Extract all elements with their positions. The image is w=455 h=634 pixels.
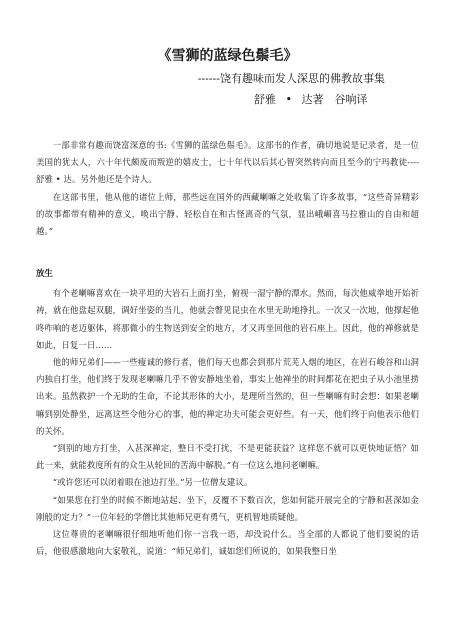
story-paragraph: 他的师兄弟们——一些瘦诚的修行者，他们每天也都会到那片荒芜人烟的地区，在岩石峻谷和山洞内独自打坐，他们终于发现老喇嘛几乎不曾安静地坐着，事实上他禅坐的时间都花在把虫子从小池里捞出来。虽然救护一个无助的生命，不论其形体的大小，是理所当然的，但一些喇嘛有时会想：如果老喇嘛到别处静坐，远离这些令他分心的事，他的禅定功夫可能会更好些。有一天，他们终于向他表示他们的关怀。 <box>36 357 419 436</box>
intro-paragraph: 一部非常有趣而饶富深意的书:《雪狮的蓝绿色鬃毛》。这部书的作者，确切地说是记录者，是一位美国的犹太人，六十年代颇废而叛逆的嬉皮士，七十年代以后其心智突然转向而且至今的宁玛教徒----舒雅 • 达。另外他还是个诗人。 <box>36 140 419 185</box>
book-title: 《雪狮的蓝绿色鬃毛》 <box>157 48 298 64</box>
story-body <box>36 285 419 560</box>
story-paragraph: “如果您在打坐的时候不断地站起、坐下，反覆不下数百次，您如何能开展完全的宁静和甚深如金刚般的定力？”一位年轻的学僧比其他师兄更有勇气，更机智地质疑他。 <box>36 494 419 522</box>
section-heading: 放生 <box>36 268 53 279</box>
author-translator-line: 舒雅 • 达著 谷响译 <box>254 93 368 106</box>
introduction <box>36 137 419 240</box>
intro-paragraph: 在这部书里，他从他的诸位上师，那些远在国外的西藏喇嘛之处收集了许多故事，“这些奇异精彩的故事都带有精神的意义，唤出宁静、轻松自在和古怪离奇的气氛，显出峨嵋喜马拉雅山的自由和超越。” <box>36 191 419 237</box>
book-subtitle: ------饶有趣味而发人深思的佛教故事集 <box>197 72 385 85</box>
story-paragraph: 有个老喇嘛喜欢在一块平坦的大岩石上面打坐，俯视一湿宁静的潭水。然而，每次他威拳地开始祈祷，就在他盘起双腿，调好坐姿的当儿，他就会瞥见昆虫在水里无助地挣扎。一次又一次地，他撑起他咚咋响的老迈躯体，将那微小的生物送到安全的地方，才又再坐回他的岩石座上。因此，他的禅修就是如此，日复一日…… <box>36 288 419 350</box>
story-paragraph: “到别的地方打坐，入甚深禅定，整日不受打扰，不是更能获益？这样您不就可以更快地证悟？如此一来，就能救度所有的众生从轮回的苦海中解脱。”有一位这么地问老喇嘛。 <box>36 443 419 471</box>
story-paragraph: “或许您还可以闭着眼在池边打坐。”另一位僧友建议。 <box>52 477 253 488</box>
story-paragraph: 这位尊贵的老喇嘛很仔细地听他们你一言我一语，却没说什么。当全部的人都说了他们要说的话后，他很感激地向大家敬礼，说道：“师兄弟们，诚如您们所说的，如果我整日坐 <box>36 529 419 557</box>
